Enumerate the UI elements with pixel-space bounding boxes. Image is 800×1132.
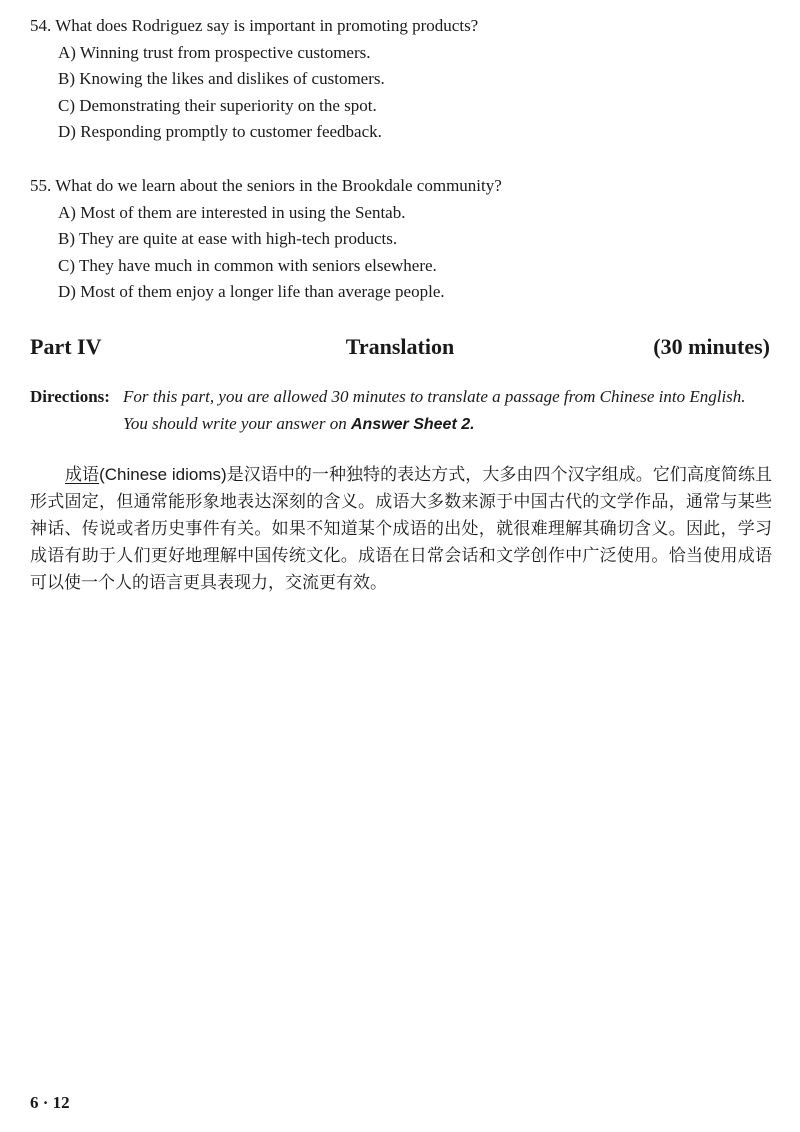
- option-c: C) They have much in common with seniors elsewhere.: [58, 255, 437, 275]
- option-list: [30, 200, 770, 306]
- question-stem: 55. What do we learn about the seniors in the Brookdale community?: [30, 176, 502, 195]
- question-stem: 54. What does Rodriguez say is important in promoting products?: [30, 16, 479, 35]
- question-54: [30, 13, 770, 146]
- option-c: C) Demonstrating their superiority on the spot.: [58, 95, 377, 115]
- passage-term: 成语: [65, 465, 100, 485]
- option-d: D) Responding promptly to customer feedback.: [58, 122, 382, 141]
- part-number: Part IV: [30, 334, 102, 359]
- passage-term-gloss: (Chinese idioms): [99, 465, 227, 484]
- option-a: A) Winning trust from prospective customers.: [58, 42, 371, 62]
- passage-body: 是汉语中的一种独特的表达方式，大多由四个汉字组成。它们高度简练且形式固定，但通常能形象地表达深刻的含义。成语大多数来源于中国古代的文学作品，通常与某些神话、传说或者历史事件有关。如果不知道某个成语的出处，就很难理解其确切含义。因此，学习成语有助于人们更好地理解中国传统文化。成语在日常会话和文学创作中广泛使用。恰当使用成语可以使一个人的语言更具表现力，交流更有效。: [30, 465, 773, 593]
- directions-line-1: For this part, you are allowed 30 minutes to translate a passage from Chinese into English.: [123, 387, 746, 406]
- question-55: [30, 173, 770, 306]
- option-a: A) Most of them are interested in using the Sentab.: [58, 202, 406, 222]
- option-b: B) They are quite at ease with high-tech products.: [58, 229, 398, 248]
- option-b: B) Knowing the likes and dislikes of customers.: [58, 69, 385, 88]
- answer-sheet-reference: Answer Sheet 2.: [350, 416, 475, 433]
- directions-line-2: [123, 410, 775, 438]
- directions-label: Directions:: [30, 387, 110, 406]
- page-number: 6 · 12: [30, 1093, 70, 1112]
- part-time: (30 minutes): [653, 334, 770, 359]
- part-header: [30, 334, 770, 364]
- option-list: [30, 40, 770, 146]
- part-title: Translation: [345, 334, 455, 359]
- translation-passage: [30, 461, 772, 597]
- option-d: D) Most of them enjoy a longer life than average people.: [58, 282, 445, 301]
- directions: [30, 383, 775, 438]
- directions-line-2-text: You should write your answer on: [123, 414, 347, 433]
- directions-text: [30, 383, 775, 438]
